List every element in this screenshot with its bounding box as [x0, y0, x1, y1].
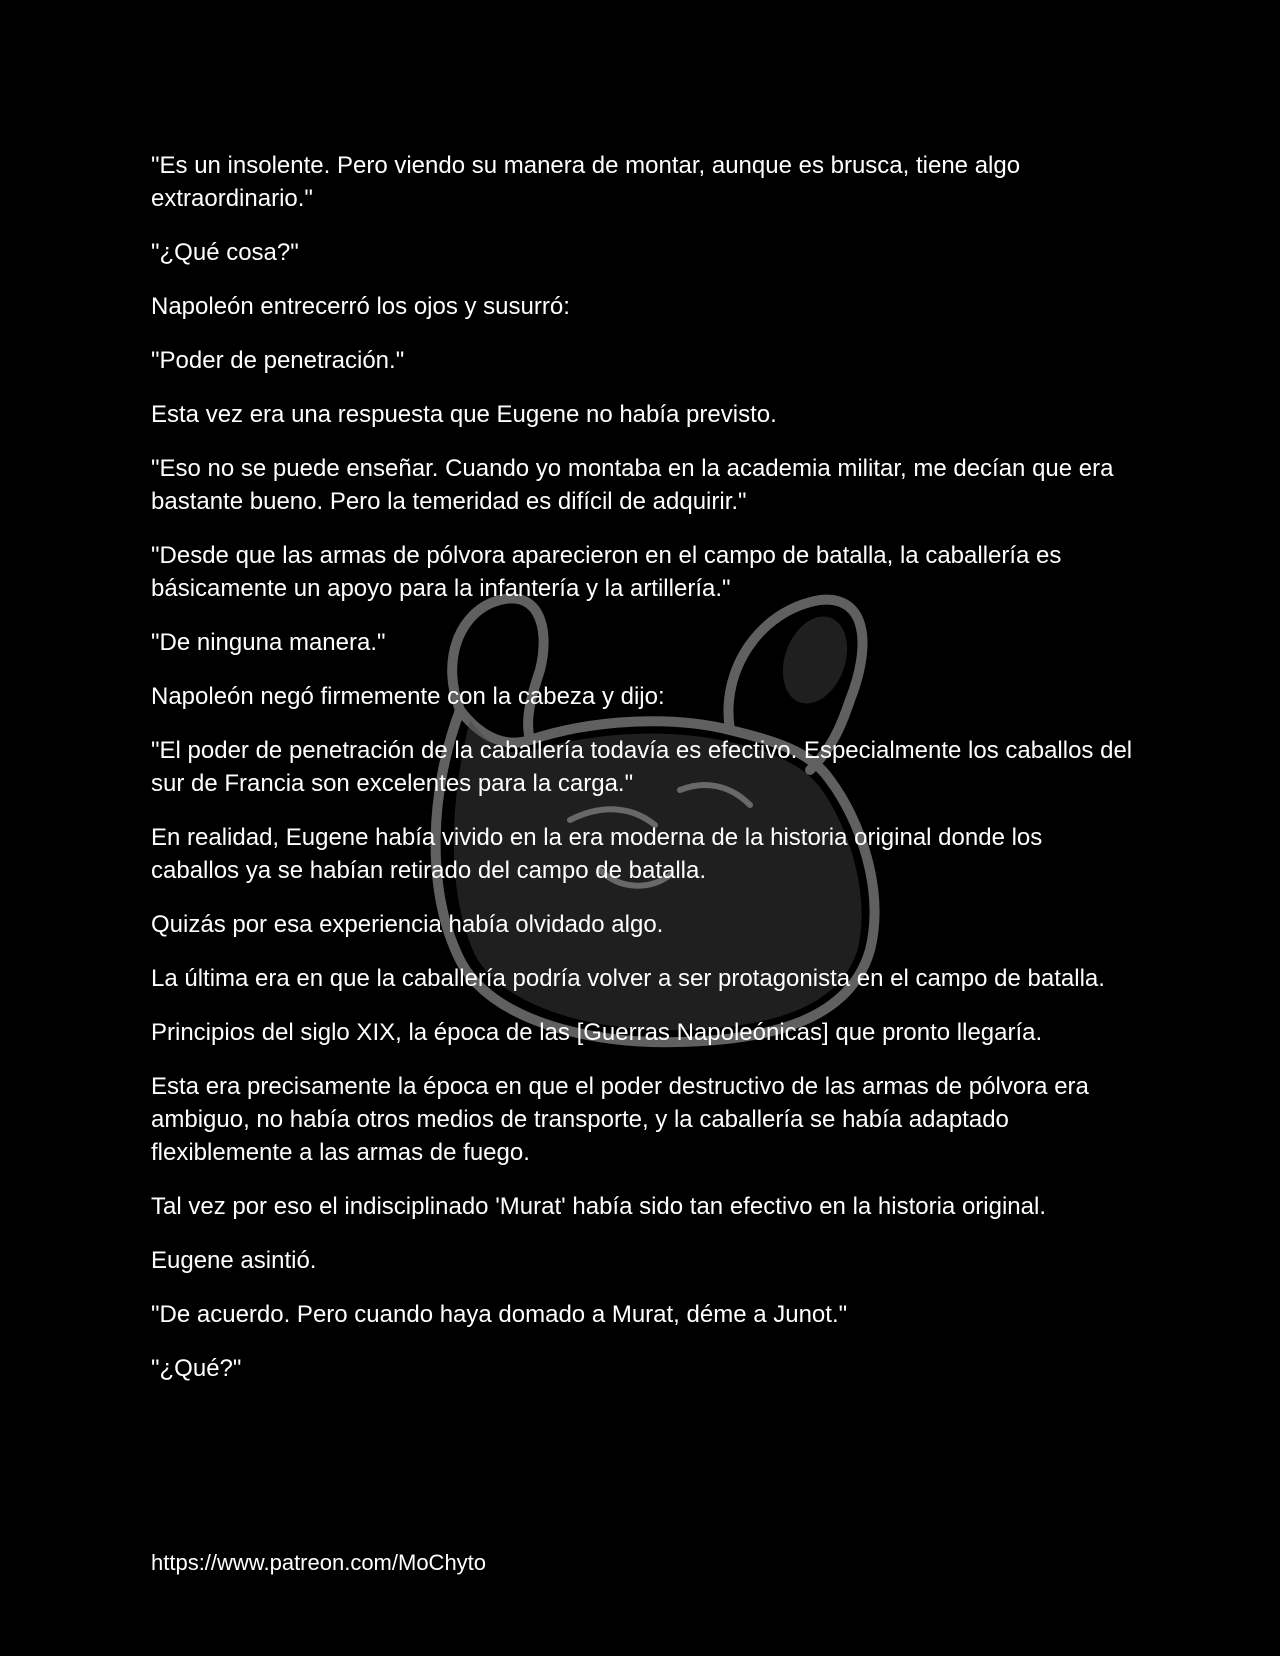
paragraph: "El poder de penetración de la caballería todavía es efectivo. Especialmente los caballos del sur de Francia son excelentes para la carga." — [151, 737, 1133, 797]
paragraph: "De ninguna manera." — [151, 629, 386, 656]
paragraph: Quizás por esa experiencia había olvidado algo. — [151, 911, 664, 938]
paragraph: "Eso no se puede enseñar. Cuando yo montaba en la academia militar, me decían que era bastante bueno. Pero la temeridad es difícil de adquirir." — [151, 455, 1114, 515]
paragraph: "Es un insolente. Pero viendo su manera de montar, aunque es brusca, tiene algo extraordinario." — [151, 152, 1021, 212]
paragraph: Esta era precisamente la época en que el poder destructivo de las armas de pólvora era ambiguo, no había otros medios de transporte, y la caballería se había adaptado flexiblemente a las armas de fuego. — [151, 1073, 1089, 1166]
paragraph: "¿Qué cosa?" — [151, 239, 299, 266]
paragraph: Eugene asintió. — [151, 1247, 317, 1274]
patreon-link[interactable]: https://www.patreon.com/MoChyto — [151, 1550, 487, 1575]
paragraph: Principios del siglo XIX, la época de las [Guerras Napoleónicas] que pronto llegaría. — [151, 1019, 1043, 1046]
paragraph: "De acuerdo. Pero cuando haya domado a Murat, déme a Junot." — [151, 1301, 848, 1328]
paragraph: Napoleón negó firmemente con la cabeza y dijo: — [151, 683, 665, 710]
paragraph: Tal vez por eso el indisciplinado 'Murat' había sido tan efectivo en la historia original. — [151, 1193, 1046, 1220]
paragraph: En realidad, Eugene había vivido en la era moderna de la historia original donde los caballos ya se habían retirado del campo de batalla. — [151, 824, 1043, 884]
paragraph: La última era en que la caballería podría volver a ser protagonista en el campo de batalla. — [151, 965, 1105, 992]
paragraph: "¿Qué?" — [151, 1355, 242, 1382]
chapter-text — [151, 149, 1136, 1406]
paragraph: Esta vez era una respuesta que Eugene no había previsto. — [151, 401, 777, 428]
paragraph: Napoleón entrecerró los ojos y susurró: — [151, 293, 570, 320]
paragraph: "Desde que las armas de pólvora aparecieron en el campo de batalla, la caballería es básicamente un apoyo para la infantería y la artillería." — [151, 542, 1062, 602]
paragraph: "Poder de penetración." — [151, 347, 405, 374]
